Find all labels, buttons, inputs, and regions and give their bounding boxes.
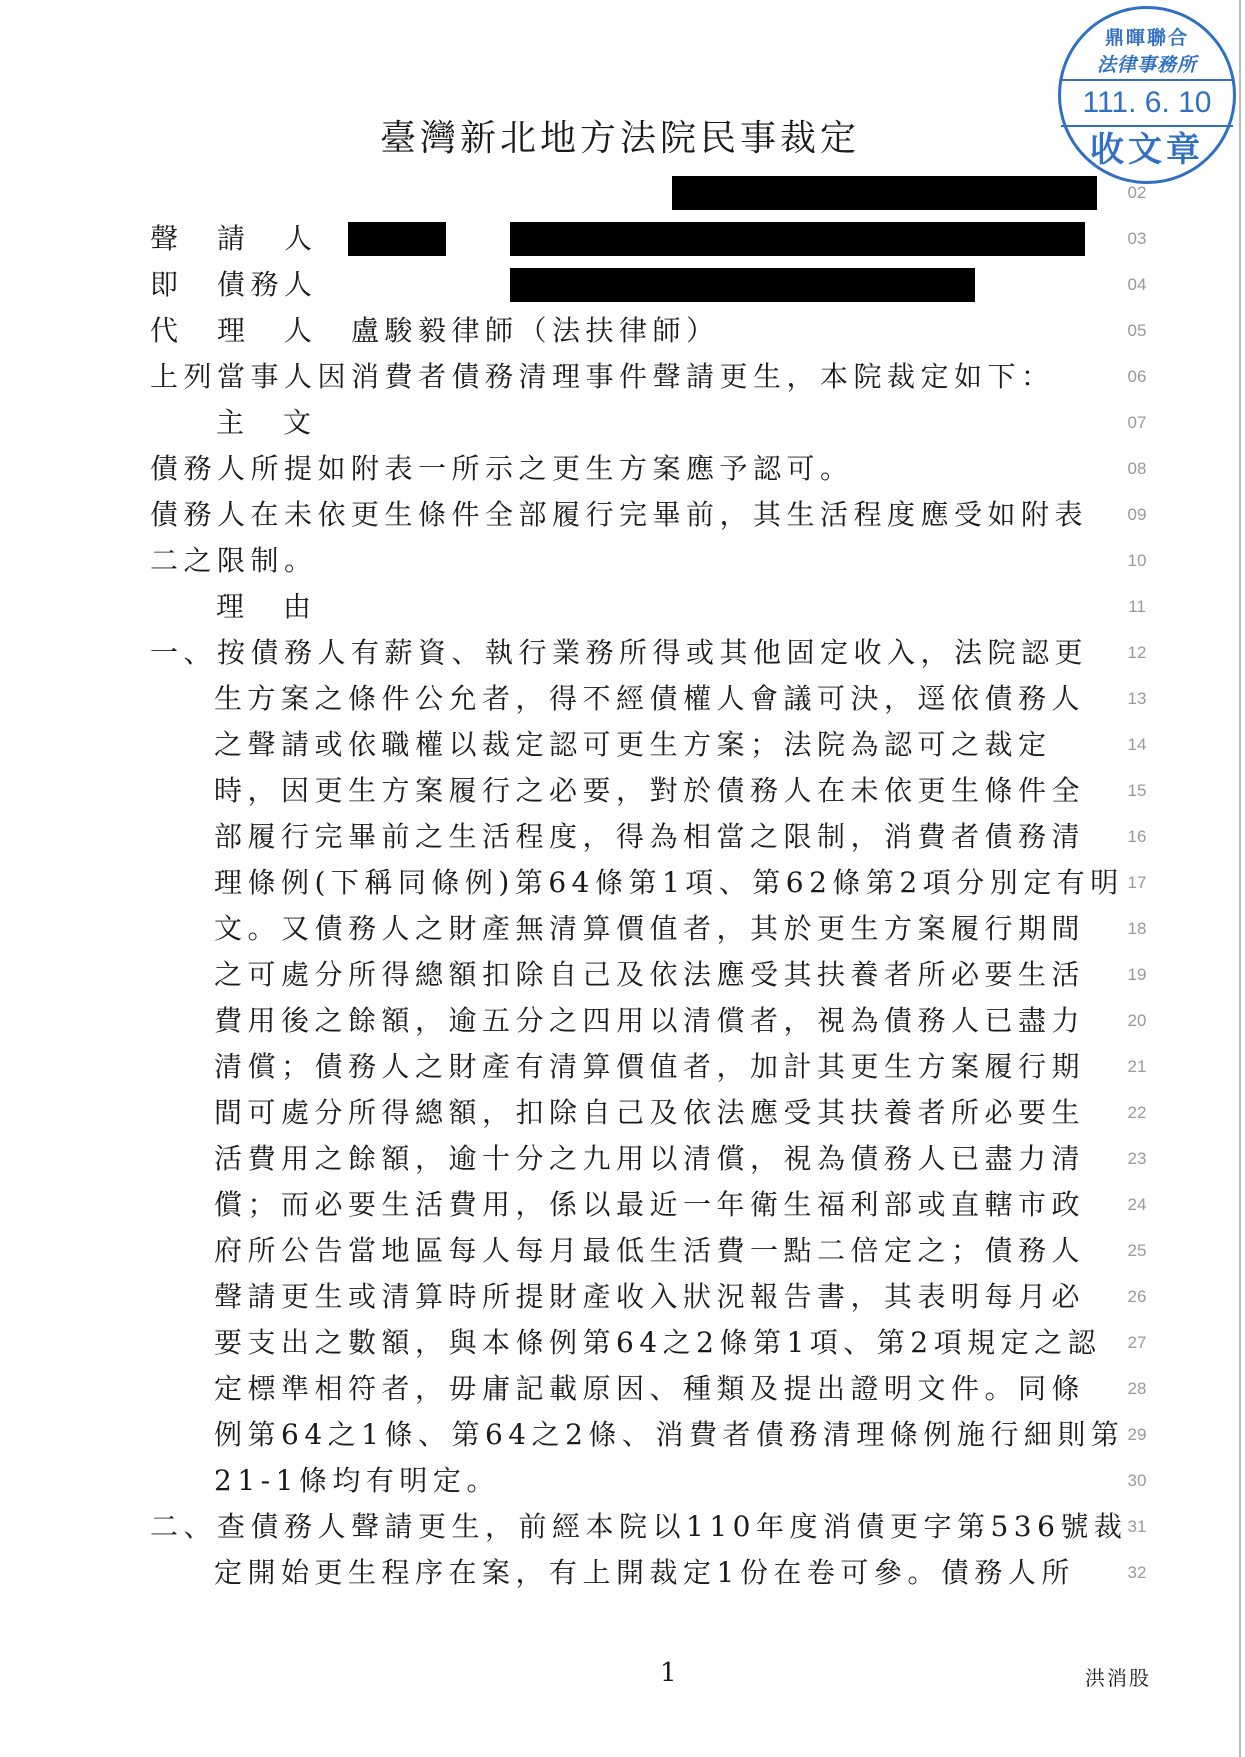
department-label: 洪消股 xyxy=(1085,1666,1151,1690)
line-number: 19 xyxy=(1127,965,1147,984)
body-line: 定開始更生程序在案，有上開裁定1份在卷可參。債務人所 xyxy=(214,1556,1075,1589)
line-number: 28 xyxy=(1127,1379,1147,1398)
redaction-name xyxy=(348,222,446,256)
line-number: 15 xyxy=(1127,781,1147,800)
line-number: 18 xyxy=(1127,919,1147,938)
redaction-address xyxy=(510,222,1085,256)
body-line: 時，因更生方案履行之必要，對於債務人在未依更生條件全 xyxy=(214,774,1086,807)
body-line: 主 文 xyxy=(216,406,317,439)
line-number: 23 xyxy=(1127,1149,1147,1168)
line-number: 10 xyxy=(1127,551,1147,570)
body-line: 代 理 人 盧駿毅律師（法扶律師） xyxy=(150,314,720,347)
body-line: 償；而必要生活費用，係以最近一年衛生福利部或直轄市政 xyxy=(214,1188,1086,1221)
line-number: 24 xyxy=(1127,1195,1147,1214)
body-line: 部履行完畢前之生活程度，得為相當之限制，消費者債務清 xyxy=(214,820,1086,853)
line-number: 04 xyxy=(1127,275,1147,294)
body-line: 聲 請 人 xyxy=(150,222,318,255)
body-line: 要支出之數額，與本條例第64之2條第1項、第2項規定之認 xyxy=(214,1326,1102,1359)
body-line: 理條例(下稱同條例)第64條第1項、第62條第2項分別定有明 xyxy=(214,866,1124,899)
stamp-firm-line2: 法律事務所 xyxy=(1061,50,1233,81)
body-line: 理 由 xyxy=(216,590,317,623)
line-number: 29 xyxy=(1127,1425,1147,1444)
line-number: 25 xyxy=(1127,1241,1147,1260)
body-line: 間可處分所得總額，扣除自己及依法應受其扶養者所必要生 xyxy=(214,1096,1086,1129)
line-number: 26 xyxy=(1127,1287,1147,1306)
document-title: 臺灣新北地方法院民事裁定 xyxy=(379,118,860,159)
line-number: 31 xyxy=(1127,1517,1147,1536)
body-line: 債務人在未依更生條件全部履行完畢前，其生活程度應受如附表 xyxy=(150,498,1089,531)
line-number: 27 xyxy=(1127,1333,1147,1352)
line-number: 12 xyxy=(1127,643,1147,662)
line-number: 06 xyxy=(1127,367,1147,386)
body-line: 文。又債務人之財產無清算價值者，其於更生方案履行期間 xyxy=(214,912,1086,945)
body-line: 清償；債務人之財產有清算價值者，加計其更生方案履行期 xyxy=(214,1050,1086,1083)
line-number: 11 xyxy=(1128,597,1146,616)
body-line: 上列當事人因消費者債務清理事件聲請更生，本院裁定如下： xyxy=(150,360,1055,393)
redaction-case-number xyxy=(672,176,1097,210)
line-number: 32 xyxy=(1127,1563,1147,1582)
line-number: 02 xyxy=(1127,183,1147,202)
body-line: 例第64之1條、第64之2條、消費者債務清理條例施行細則第 xyxy=(214,1418,1125,1451)
line-number: 22 xyxy=(1127,1103,1147,1122)
line-number: 07 xyxy=(1127,413,1147,432)
body-line: 之聲請或依職權以裁定認可更生方案；法院為認可之裁定 xyxy=(214,728,1052,761)
page-number: 1 xyxy=(660,1658,677,1688)
body-line: 債務人所提如附表一所示之更生方案應予認可。 xyxy=(150,452,854,485)
body-line: 費用後之餘額，逾五分之四用以清償者，視為債務人已盡力 xyxy=(214,1004,1086,1037)
body-line: 之可處分所得總額扣除自己及依法應受其扶養者所必要生活 xyxy=(214,958,1086,991)
body-line: 定標準相符者，毋庸記載原因、種類及提出證明文件。同條 xyxy=(214,1372,1086,1405)
line-number: 30 xyxy=(1127,1471,1147,1490)
body-line: 生方案之條件公允者，得不經債權人會議可決，逕依債務人 xyxy=(214,682,1086,715)
body-line: 21-1條均有明定。 xyxy=(214,1464,500,1497)
line-number: 14 xyxy=(1127,735,1147,754)
body-line: 即 債務人 xyxy=(150,268,318,301)
body-line: 聲請更生或清算時所提財產收入狀況報告書，其表明每月必 xyxy=(214,1280,1086,1313)
redaction-address-2 xyxy=(510,268,975,302)
line-number: 09 xyxy=(1127,505,1147,524)
line-number: 21 xyxy=(1127,1057,1147,1076)
line-number: 08 xyxy=(1127,459,1147,478)
body-line: 二之限制。 xyxy=(150,544,318,577)
body-line: 活費用之餘額，逾十分之九用以清償，視為債務人已盡力清 xyxy=(214,1142,1086,1175)
body-line: 一、按債務人有薪資、執行業務所得或其他固定收入，法院認更 xyxy=(150,636,1089,669)
body-line: 二、查債務人聲請更生，前經本院以110年度消債更字第536號裁 xyxy=(150,1510,1128,1543)
line-number: 05 xyxy=(1127,321,1147,340)
stamp-date: 111. 6. 10 xyxy=(1061,81,1233,127)
line-number: 16 xyxy=(1127,827,1147,846)
line-number: 13 xyxy=(1127,689,1147,708)
line-number: 20 xyxy=(1127,1011,1147,1030)
stamp-firm-line1: 鼎暉聯合 xyxy=(1104,27,1189,49)
line-number: 17 xyxy=(1127,873,1147,892)
line-number: 03 xyxy=(1127,229,1147,248)
stamp-label: 收文章 xyxy=(1090,130,1204,170)
body-line: 府所公告當地區每人每月最低生活費一點二倍定之；債務人 xyxy=(214,1234,1086,1267)
page-edge xyxy=(1239,0,1241,1757)
